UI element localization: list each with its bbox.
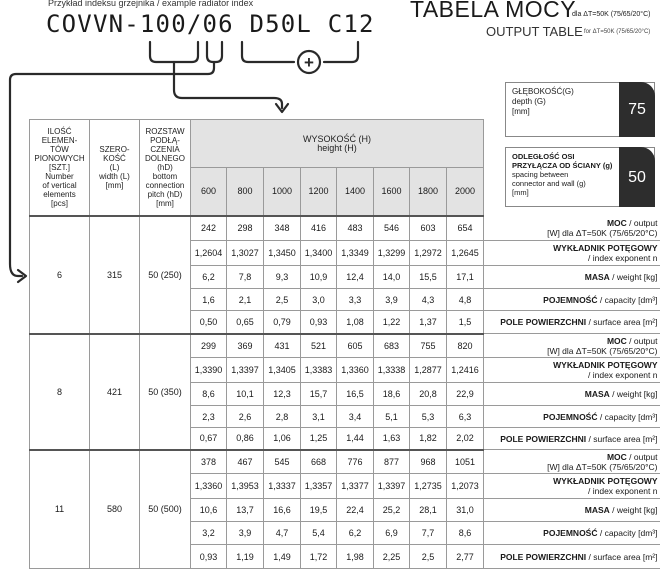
header-element-count <box>30 120 90 216</box>
row-label-main: WYKŁADNIK POTĘGOWY <box>553 360 658 370</box>
table-cell: 12,3 <box>264 383 301 406</box>
table-cell: 1,3397 <box>227 358 264 383</box>
row-label-secondary: / surface area [m²] <box>586 317 658 327</box>
row-label-secondary: / output <box>626 217 658 228</box>
title-main-note: dla ΔT=50K (75/65/20°C) <box>572 11 651 18</box>
table-cell: 378 <box>191 450 227 474</box>
row-label-secondary: / capacity [dm³] <box>597 411 658 422</box>
row-label-main: WYKŁADNIK POTĘGOWY <box>553 476 658 486</box>
table-cell: 2,8 <box>264 406 301 428</box>
table-cell: 1,3027 <box>227 241 264 266</box>
row-label-main: POJEMNOŚĆ <box>543 294 598 305</box>
connection-bracket <box>324 42 358 62</box>
row-label <box>484 474 660 499</box>
row-label <box>484 428 660 450</box>
table-cell: 10,1 <box>227 383 264 406</box>
header-width <box>90 120 140 216</box>
table-cell: 7,8 <box>227 266 264 289</box>
height-bracket <box>150 42 198 62</box>
header-line: SZERO- <box>99 144 130 154</box>
header-height-value: 800 <box>227 168 264 216</box>
header-line: ILOŚĆ <box>47 126 72 136</box>
param-spacing-line-2: PRZYŁĄCZA OD ŚCIANY (g) <box>512 161 613 170</box>
table-cell: 6,2 <box>191 266 227 289</box>
group-width: 315 <box>90 216 140 334</box>
table-cell: 1,3450 <box>264 241 301 266</box>
table-cell: 1,3377 <box>337 474 374 499</box>
table-cell: 1,08 <box>337 311 374 334</box>
table-cell: 17,1 <box>447 266 484 289</box>
row-label-secondary: / surface area [m²] <box>586 551 658 562</box>
index-caption: Przykład indeksu grzejnika / example radiator index <box>48 0 254 8</box>
table-cell: 1,2877 <box>410 358 447 383</box>
table-cell: 1,3953 <box>227 474 264 499</box>
table-cell: 755 <box>410 334 447 358</box>
header-line: of vertical <box>42 180 77 190</box>
table-cell: 5,3 <box>410 406 447 428</box>
param-depth-value: 75 <box>619 82 655 137</box>
table-cell: 1,2416 <box>447 358 484 383</box>
table-cell: 0,86 <box>227 428 264 450</box>
table-cell: 0,67 <box>191 428 227 450</box>
header-line: Number <box>45 171 74 181</box>
table-cell: 1,19 <box>227 545 264 569</box>
header-height-value: 1800 <box>410 168 447 216</box>
code-depth: D50L <box>249 10 313 38</box>
header-line: CZENIA <box>150 144 180 154</box>
output-table <box>29 119 660 569</box>
table-cell: 6,9 <box>374 522 410 545</box>
table-cell: 18,6 <box>374 383 410 406</box>
row-label <box>484 383 660 406</box>
param-depth-line-3: [mm] <box>512 107 530 116</box>
table-cell: 877 <box>374 450 410 474</box>
header-line: pitch (hD) <box>147 189 183 199</box>
group-width: 580 <box>90 450 140 569</box>
header-line: connection <box>145 180 185 190</box>
table-cell: 298 <box>227 216 264 241</box>
table-cell: 2,3 <box>191 406 227 428</box>
table-cell: 683 <box>374 334 410 358</box>
row-label-main: POLE POWIERZCHNI <box>500 317 587 327</box>
table-cell: 1,2604 <box>191 241 227 266</box>
table-cell: 7,7 <box>410 522 447 545</box>
row-label <box>484 241 660 266</box>
depth-bracket <box>242 42 294 62</box>
row-label <box>484 522 660 545</box>
table-cell: 483 <box>337 216 374 241</box>
table-cell: 416 <box>301 216 337 241</box>
table-cell: 2,5 <box>410 545 447 569</box>
header-line: width (L) <box>99 171 130 181</box>
table-cell: 2,02 <box>447 428 484 450</box>
table-cell: 820 <box>447 334 484 358</box>
row-label <box>484 499 660 522</box>
header-line: ROZSTAW <box>145 126 185 136</box>
table-cell: 3,9 <box>227 522 264 545</box>
table-cell: 1,2972 <box>410 241 447 266</box>
header-line: (L) <box>109 162 120 172</box>
table-cell: 1,63 <box>374 428 410 450</box>
table-cell: 5,1 <box>374 406 410 428</box>
table-cell: 8,6 <box>191 383 227 406</box>
table-cell: 1,3360 <box>337 358 374 383</box>
param-spacing-line-5: [mm] <box>512 188 529 197</box>
header-line: PIONOWYCH <box>34 153 85 163</box>
table-cell: 6,3 <box>447 406 484 428</box>
table-cell: 8,6 <box>447 522 484 545</box>
table-cell: 1,3337 <box>264 474 301 499</box>
header-line: (hD) <box>157 162 173 172</box>
table-cell: 654 <box>447 216 484 241</box>
row-label-main: MASA <box>584 505 610 515</box>
param-spacing-line-1: ODLEGŁOŚĆ OSI <box>512 152 575 161</box>
table-cell: 605 <box>337 334 374 358</box>
table-cell: 12,4 <box>337 266 374 289</box>
table-cell: 546 <box>374 216 410 241</box>
param-spacing-value: 50 <box>619 147 655 207</box>
row-label-secondary: / capacity [dm³] <box>597 528 658 538</box>
table-cell: 776 <box>337 450 374 474</box>
table-cell: 603 <box>410 216 447 241</box>
row-label <box>484 216 660 241</box>
table-cell: 1,37 <box>410 311 447 334</box>
header-line: KOŚĆ <box>103 153 126 163</box>
table-cell: 0,93 <box>191 545 227 569</box>
row-label-main: POLE POWIERZCHNI <box>500 433 587 444</box>
group-element-count: 11 <box>30 450 90 569</box>
group-element-count: 8 <box>30 334 90 450</box>
header-line: [mm] <box>105 180 124 190</box>
code-prefix: COVVN- <box>46 10 140 38</box>
table-cell: 431 <box>264 334 301 358</box>
table-cell: 348 <box>264 216 301 241</box>
table-cell: 0,65 <box>227 311 264 334</box>
table-cell: 13,7 <box>227 499 264 522</box>
table-cell: 3,0 <box>301 289 337 311</box>
header-height-value: 1600 <box>374 168 410 216</box>
row-label-main: POJEMNOŚĆ <box>543 528 598 538</box>
row-label-secondary: / capacity [dm³] <box>597 294 658 305</box>
table-cell: 1,3390 <box>191 358 227 383</box>
header-height-en: height (H) <box>317 142 357 153</box>
table-cell: 16,5 <box>337 383 374 406</box>
table-cell: 1,3360 <box>191 474 227 499</box>
table-cell: 299 <box>191 334 227 358</box>
table-cell: 4,3 <box>410 289 447 311</box>
table-cell: 521 <box>301 334 337 358</box>
row-label <box>484 450 660 474</box>
group-width: 421 <box>90 334 140 450</box>
row-label-main: MOC <box>606 335 627 346</box>
table-cell: 10,9 <box>301 266 337 289</box>
table-cell: 3,9 <box>374 289 410 311</box>
table-cell: 2,77 <box>447 545 484 569</box>
table-cell: 1,72 <box>301 545 337 569</box>
row-label-detail: / index exponent n <box>588 370 658 380</box>
header-line: DOLNEGO <box>144 153 185 163</box>
row-label-secondary: / weight [kg] <box>609 389 658 399</box>
table-cell: 28,1 <box>410 499 447 522</box>
header-line: bottom <box>152 171 178 181</box>
table-cell: 1,2645 <box>447 241 484 266</box>
table-cell: 1,6 <box>191 289 227 311</box>
row-label-main: MASA <box>584 272 610 282</box>
row-label-detail: / index exponent n <box>588 486 658 496</box>
table-cell: 369 <box>227 334 264 358</box>
row-label-detail: [W] dla ΔT=50K (75/65/20°C) <box>547 461 658 472</box>
table-cell: 3,4 <box>337 406 374 428</box>
header-connection-pitch <box>140 120 191 216</box>
table-cell: 4,7 <box>264 522 301 545</box>
param-spacing-line-4: connector and wall (g) <box>512 179 586 188</box>
row-label-main: MASA <box>584 389 610 399</box>
table-cell: 668 <box>301 450 337 474</box>
table-cell: 2,5 <box>264 289 301 311</box>
title-main: TABELA MOCY <box>410 0 577 22</box>
row-label-detail: [W] dla ΔT=50K (75/65/20°C) <box>547 345 658 356</box>
row-label <box>484 334 660 358</box>
row-label <box>484 358 660 383</box>
table-cell: 5,4 <box>301 522 337 545</box>
table-cell: 545 <box>264 450 301 474</box>
header-line: ELEMEN- <box>41 135 78 145</box>
table-cell: 1,5 <box>447 311 484 334</box>
row-label-detail: / index exponent n <box>588 253 658 263</box>
table-cell: 31,0 <box>447 499 484 522</box>
table-cell: 2,25 <box>374 545 410 569</box>
table-cell: 1,82 <box>410 428 447 450</box>
table-cell: 1,3299 <box>374 241 410 266</box>
table-cell: 1,2073 <box>447 474 484 499</box>
table-cell: 22,9 <box>447 383 484 406</box>
table-cell: 242 <box>191 216 227 241</box>
header-height-value: 1200 <box>301 168 337 216</box>
table-cell: 1,44 <box>337 428 374 450</box>
table-cell: 20,8 <box>410 383 447 406</box>
table-cell: 22,4 <box>337 499 374 522</box>
param-spacing-line-3: spacing between <box>512 170 569 179</box>
row-label <box>484 289 660 311</box>
header-height-value: 1400 <box>337 168 374 216</box>
plus-icon: + <box>304 53 314 72</box>
header-line: [SZT.] <box>49 162 70 172</box>
header-line: TÓW <box>50 144 69 154</box>
group-connection-pitch: 50 (350) <box>140 334 191 450</box>
table-cell: 1,3357 <box>301 474 337 499</box>
header-line: PODŁĄ- <box>150 135 180 145</box>
table-cell: 9,3 <box>264 266 301 289</box>
table-cell: 15,5 <box>410 266 447 289</box>
header-height-pl: WYSOKOŚĆ (H) <box>302 133 371 144</box>
table-cell: 1,3338 <box>374 358 410 383</box>
group-element-count: 6 <box>30 216 90 334</box>
code-slash: / <box>186 10 203 38</box>
title-sub: OUTPUT TABLE <box>486 24 583 39</box>
header-line: elements <box>43 189 76 199</box>
row-label-main: MOC <box>606 451 627 462</box>
row-label-main: POLE POWIERZCHNI <box>500 551 587 562</box>
table-cell: 4,8 <box>447 289 484 311</box>
table-cell: 0,79 <box>264 311 301 334</box>
table-cell: 25,2 <box>374 499 410 522</box>
row-label-main: MOC <box>606 217 627 228</box>
row-label-secondary: / weight [kg] <box>609 272 658 282</box>
table-cell: 6,2 <box>337 522 374 545</box>
code-width: 06 <box>202 10 234 38</box>
table-cell: 3,2 <box>191 522 227 545</box>
header-height <box>191 120 484 168</box>
row-label <box>484 406 660 428</box>
header-height-value: 600 <box>191 168 227 216</box>
row-label <box>484 545 660 569</box>
width-bracket <box>207 42 222 62</box>
header-height-value: 2000 <box>447 168 484 216</box>
row-label-main: POJEMNOŚĆ <box>543 411 598 422</box>
row-label-secondary: / weight [kg] <box>609 505 658 515</box>
table-cell: 0,93 <box>301 311 337 334</box>
table-cell: 968 <box>410 450 447 474</box>
table-cell: 2,6 <box>227 406 264 428</box>
table-cell: 1,98 <box>337 545 374 569</box>
table-cell: 2,1 <box>227 289 264 311</box>
table-cell: 3,3 <box>337 289 374 311</box>
param-depth-line-2: depth (G) <box>512 97 546 106</box>
table-cell: 1,06 <box>264 428 301 450</box>
table-cell: 1,25 <box>301 428 337 450</box>
table-cell: 467 <box>227 450 264 474</box>
table-cell: 1,3405 <box>264 358 301 383</box>
table-cell: 1,3349 <box>337 241 374 266</box>
header-line: [pcs] <box>51 198 68 208</box>
row-label <box>484 266 660 289</box>
row-label-secondary: / output <box>626 335 658 346</box>
table-cell: 0,50 <box>191 311 227 334</box>
header-line: [mm] <box>156 198 174 208</box>
group-connection-pitch: 50 (250) <box>140 216 191 334</box>
table-cell: 1,2735 <box>410 474 447 499</box>
param-depth-line-1: GŁĘBOKOŚĆ(G) <box>512 87 574 96</box>
table-cell: 16,6 <box>264 499 301 522</box>
table-cell: 1,3383 <box>301 358 337 383</box>
code-height: 100 <box>139 10 187 38</box>
row-label-secondary: / surface area [m²] <box>586 433 658 444</box>
code-connection: C12 <box>327 10 375 38</box>
table-cell: 3,1 <box>301 406 337 428</box>
table-cell: 1,3397 <box>374 474 410 499</box>
table-cell: 1,3400 <box>301 241 337 266</box>
height-arrow-line <box>174 62 282 108</box>
row-label <box>484 311 660 334</box>
title-sub-note: for ΔT=50K (75/65/20°C) <box>584 29 651 35</box>
header-height-value: 1000 <box>264 168 301 216</box>
table-cell: 1,22 <box>374 311 410 334</box>
table-cell: 1,49 <box>264 545 301 569</box>
table-cell: 10,6 <box>191 499 227 522</box>
group-connection-pitch: 50 (500) <box>140 450 191 569</box>
row-label-detail: [W] dla ΔT=50K (75/65/20°C) <box>547 227 658 238</box>
row-label-main: WYKŁADNIK POTĘGOWY <box>553 243 658 253</box>
row-label-secondary: / output <box>626 451 658 462</box>
table-cell: 14,0 <box>374 266 410 289</box>
table-cell: 1051 <box>447 450 484 474</box>
table-cell: 19,5 <box>301 499 337 522</box>
table-cell: 15,7 <box>301 383 337 406</box>
